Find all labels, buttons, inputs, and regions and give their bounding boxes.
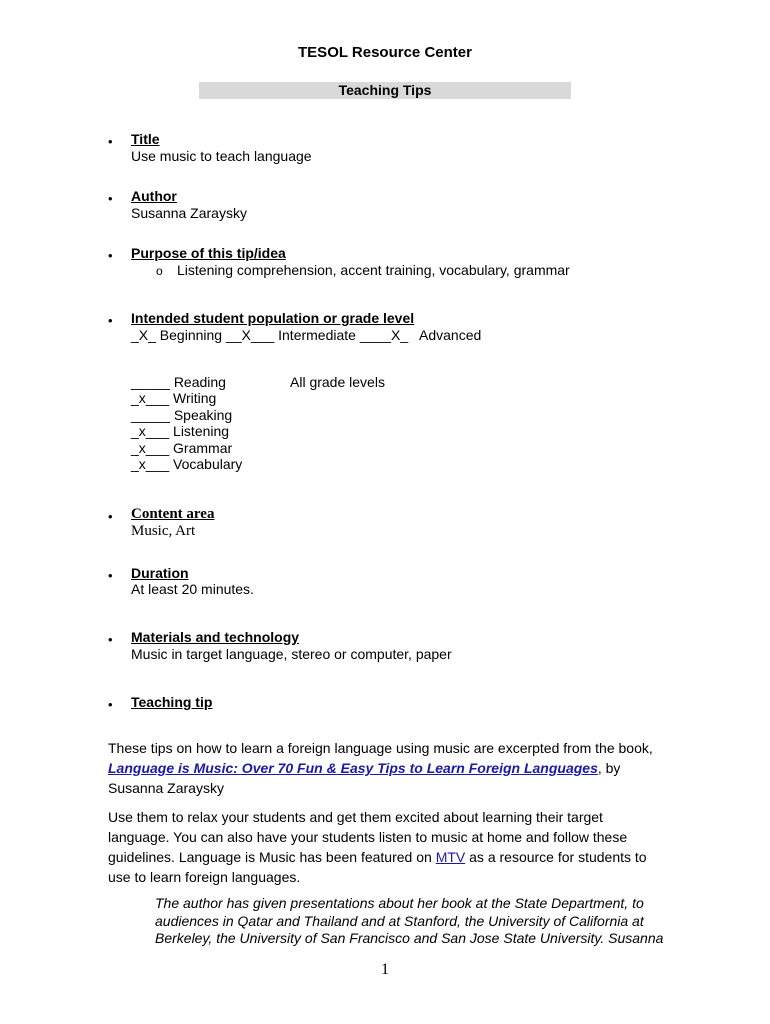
purpose-item: Listening comprehension, accent training, vocabulary, grammar — [177, 262, 570, 278]
intro-paragraph — [108, 738, 653, 798]
skill-grammar: _x___ Grammar — [131, 440, 233, 456]
skill-listening: _x___ Listening — [131, 423, 230, 439]
bullet-icon: • — [108, 697, 113, 712]
bullet-icon: • — [108, 134, 113, 149]
usage-text-end: as a resource for students to use to learn foreign languages. — [108, 849, 647, 885]
bullet-icon: • — [108, 191, 113, 206]
author-heading: Author — [131, 188, 177, 204]
materials-heading: Materials and technology — [131, 629, 300, 645]
section-banner: Teaching Tips — [199, 82, 571, 99]
bullet-icon: • — [108, 509, 113, 524]
title-heading: Title — [131, 131, 160, 147]
content-area-heading: Content area — [131, 506, 215, 522]
bullet-icon: • — [108, 313, 113, 328]
purpose-heading: Purpose of this tip/idea — [131, 245, 286, 261]
author-value: Susanna Zaraysky — [131, 205, 247, 221]
skill-reading: _____ Reading — [131, 374, 226, 390]
duration-heading: Duration — [131, 565, 189, 581]
duration-value: At least 20 minutes. — [131, 581, 254, 597]
grade-note: All grade levels — [290, 374, 385, 390]
mtv-link[interactable]: MTV — [435, 849, 466, 865]
bullet-icon: • — [108, 632, 113, 647]
content-area-value: Music, Art — [131, 523, 196, 539]
sub-bullet-icon: o — [156, 264, 163, 278]
intro-text: These tips on how to learn a foreign language using music are excerpted from the book, — [108, 740, 653, 756]
skill-speaking: _____ Speaking — [131, 407, 233, 423]
skill-writing: _x___ Writing — [131, 390, 217, 406]
book-link[interactable]: Language is Music: Over 70 Fun & Easy Tips to Learn Foreign Languages — [108, 760, 598, 776]
skill-vocabulary: _x___ Vocabulary — [131, 456, 243, 472]
teaching-tip-heading: Teaching tip — [131, 694, 213, 710]
bullet-icon: • — [108, 568, 113, 583]
usage-text: Use them to relax your students and get them excited about learning their target language. You can also have your students listen to music at home and follow these guidelines. Language is Music has been featured on — [108, 809, 628, 865]
bullet-icon: • — [108, 248, 113, 263]
grade-levels: _X_ Beginning __X___ Intermediate ____X_ Advanced — [131, 327, 482, 343]
page-number: 1 — [381, 961, 389, 978]
population-heading: Intended student population or grade level — [131, 310, 415, 326]
intro-text-author: , by Susanna Zaraysky — [108, 760, 621, 796]
usage-paragraph — [108, 807, 653, 887]
document-title: TESOL Resource Center — [298, 44, 472, 61]
title-value: Use music to teach language — [131, 148, 312, 164]
materials-value: Music in target language, stereo or computer, paper — [131, 646, 452, 662]
author-bio-paragraph: The author has given presentations about her book at the State Department, to audiences in Qatar and Thailand and at Stanford, the University of California at Berkeley, the University of San Francisco and San Jose State University. Susanna — [155, 895, 664, 946]
